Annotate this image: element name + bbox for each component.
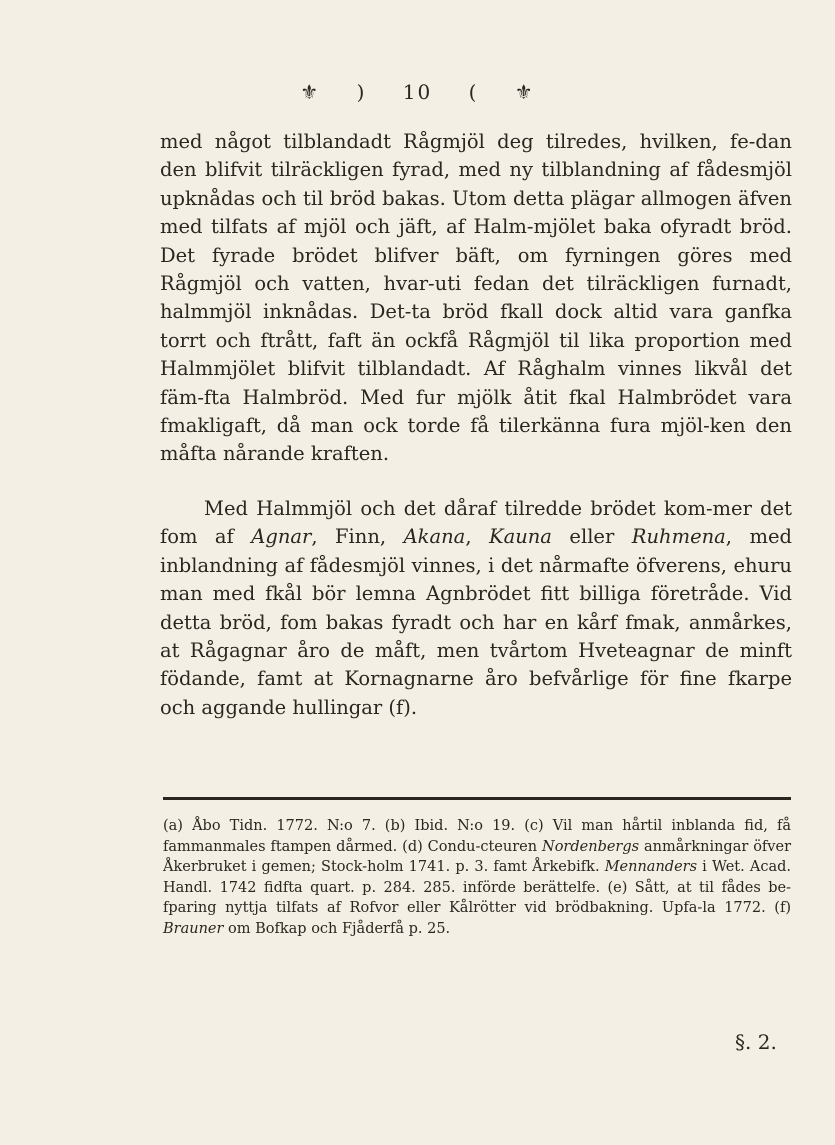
footnote-rule [163,797,791,800]
text-run: anmårkningar öfver Åkerbruket i gemen; Stock-holm 1741. p. 3. famt Årkebifk. [163,838,791,875]
italic-text: Ruhmena [631,525,726,549]
fleur-ornament-icon: ⚜ [300,80,321,104]
text-run: i Wet. Acad. Handl. 1742 fidfta quart. p. 284. 285. införde berättelfe. (e) Sått, at til fådes be-fparing nyttja tilfats af Rofvor eller Kålrötter vid brödbakning. Upfa-la 1772. (f) [163,859,791,916]
page-header [0,80,835,104]
text-run: om Bofkap och Fjåderfå p. 25. [223,920,451,937]
header-paren-right: ( [468,80,479,104]
text-run: eller [551,525,632,549]
section-mark: §. 2. [735,1030,777,1054]
text-run: , med inblandning af fådesmjöl vinnes, i det nårmafte öfverens, ehuru man med fkål bör lemna Agnbrödet fitt billiga företråde. Vid detta bröd, fom bakas fyradt och har en kårf fmak, anmårkes, at Rågagnar åro de måft, men tvårtom Hveteagnar de minft födande, famt at Kornagnarne åro befvårlige för fine fkarpe och aggande hullingar (f). [160,525,792,719]
fleur-ornament-icon: ⚜ [514,80,535,104]
text-run: (a) Åbo Tidn. 1772. N:o 7. (b) Ibid. N:o 19. (c) Vil man hårtil inblanda fid, få fammanmales ftampen dårmed. (d) Condu-cteuren [163,818,791,855]
paragraph-2 [160,495,792,722]
text-run: , Finn, [311,525,404,549]
italic-text: Brauner [163,920,224,937]
page-number: 10 [402,80,433,104]
italic-text: Mennanders [604,859,698,875]
paragraph-1 [160,128,792,469]
body-text [160,128,792,722]
text-run: med något tilblandadt Rågmjöl deg tilredes, hvilken, fe-dan den blifvit tilräckligen fyrad, med ny tilblandning af fådesmjöl upknådas och til bröd bakas. Utom detta plägar allmogen äfven med tilfats af mjöl och jäft, af Halm-mjölet baka ofyradt bröd. Det fyrade brödet blifver bäft, om fyrningen göres med Rågmjöl och vatten, hvar-uti fedan det tilräckligen furnadt, halmmjöl inknådas. Det-ta bröd fkall dock altid vara ganfka torrt och ftrått, faft än ockfå Rågmjöl til lika proportion med Halmmjölet blifvit tilblandadt. Af Råghalm vinnes likvål det fäm-fta Halmbröd. Med fur mjölk åtit fkal Halmbrödet vara fmakligaft, då man ock torde få tilerkänna fura mjöl-ken den måfta nårande kraften. [160,130,792,466]
text-run: , [465,525,489,549]
header-paren-left: ) [356,80,367,104]
italic-text: Nordenbergs [542,838,640,855]
italic-text: Akana [403,525,466,549]
italic-text: Kauna [489,525,552,549]
text-run: Med Halmmjöl och det dåraf tilredde brödet kom-mer det fom af [160,496,792,549]
footnotes [163,816,791,939]
italic-text: Agnar [251,525,312,549]
